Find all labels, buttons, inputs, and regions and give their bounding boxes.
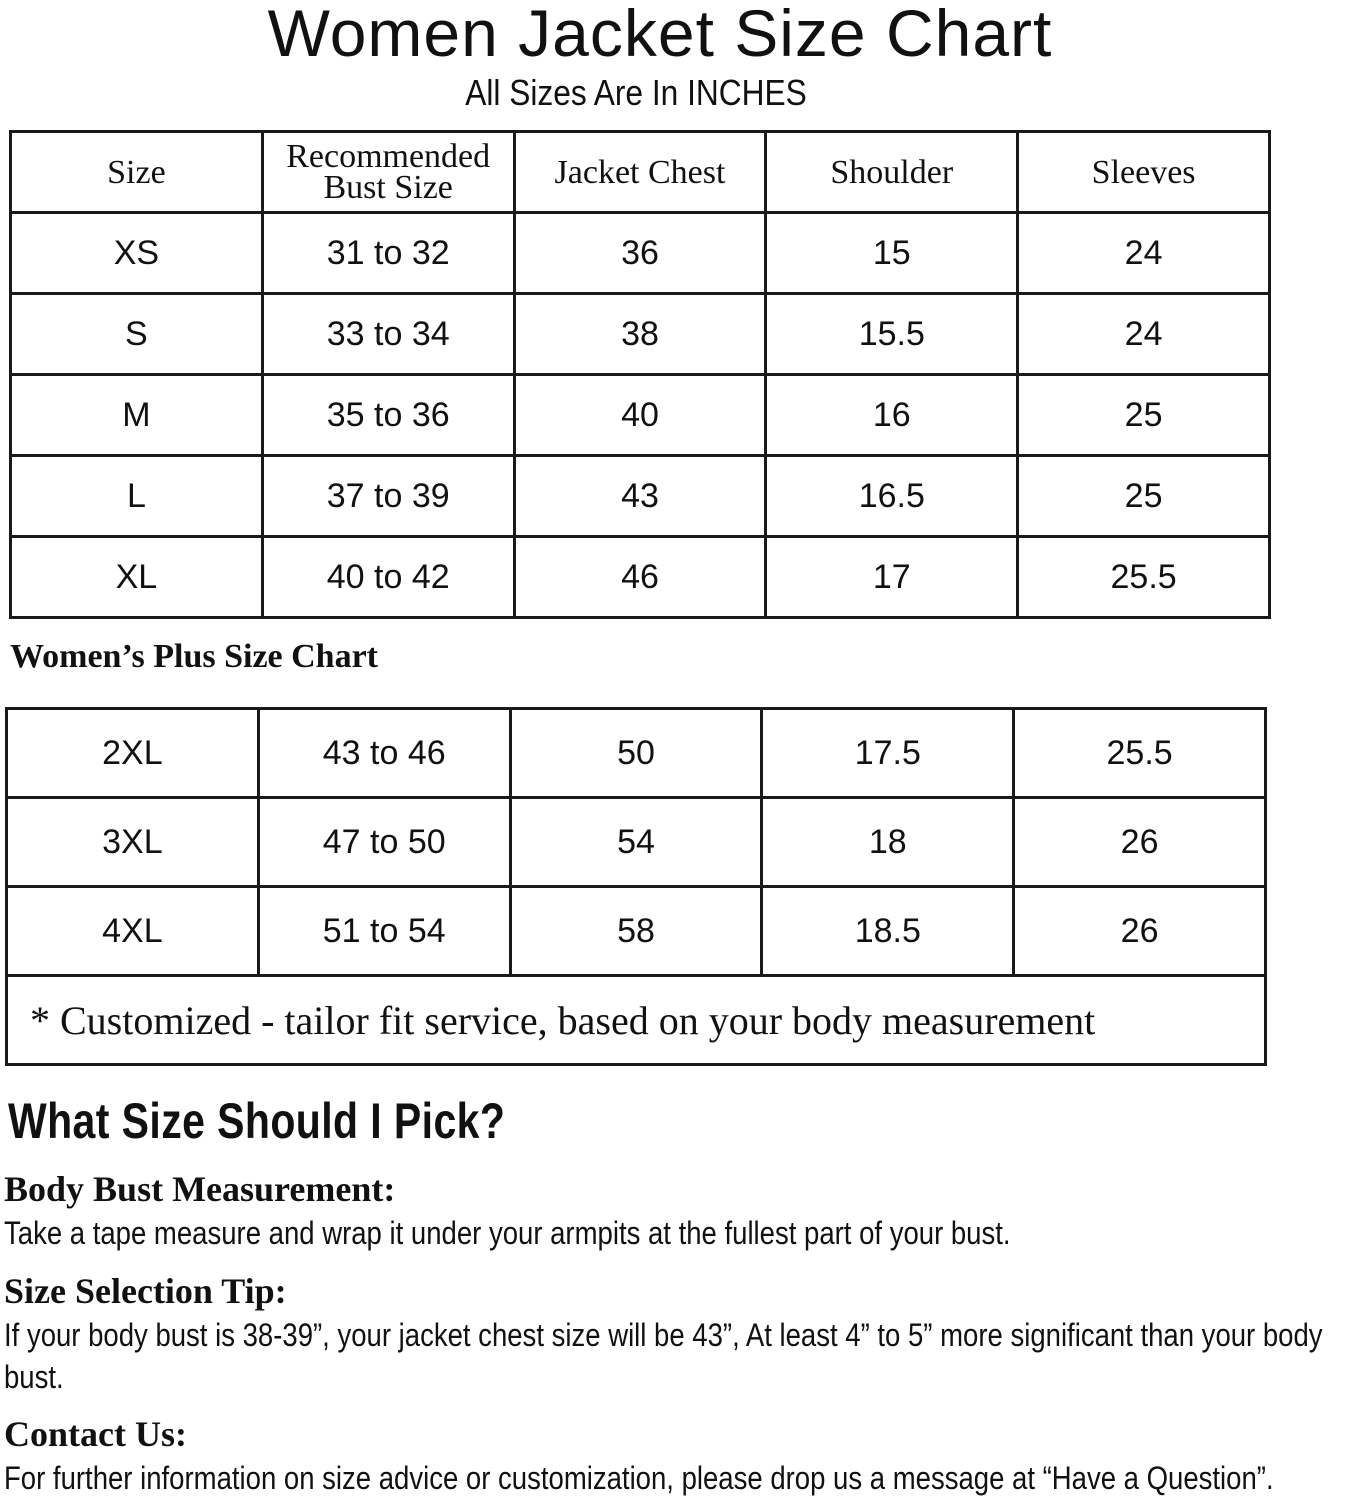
jacket-chest-cell: 50 — [510, 709, 762, 798]
size-cell: M — [11, 375, 263, 456]
table-row — [11, 456, 1270, 537]
page-subtitle: All Sizes Are In INCHES — [465, 72, 807, 113]
table-row — [7, 798, 1266, 887]
column-header-size: Size — [11, 132, 263, 213]
column-header-jacket-chest: Jacket Chest — [514, 132, 766, 213]
sleeves-cell: 26 — [1014, 798, 1266, 887]
jacket-chest-cell: 43 — [514, 456, 766, 537]
sleeves-cell: 24 — [1018, 294, 1270, 375]
shoulder-cell: 16 — [766, 375, 1018, 456]
table-row — [7, 887, 1266, 976]
bust-cell: 33 to 34 — [262, 294, 514, 375]
jacket-chest-cell: 38 — [514, 294, 766, 375]
standard-size-table — [9, 130, 1271, 619]
jacket-chest-cell: 40 — [514, 375, 766, 456]
section-heading: Size Selection Tip: — [4, 1271, 287, 1311]
shoulder-cell: 18.5 — [762, 887, 1014, 976]
section-heading: Contact Us: — [4, 1414, 187, 1454]
jacket-chest-cell: 36 — [514, 213, 766, 294]
size-cell: 3XL — [7, 798, 259, 887]
jacket-chest-cell: 54 — [510, 798, 762, 887]
section-text: For further information on size advice or customization, please drop us a message at “Have a Question”. — [4, 1460, 1274, 1496]
bust-cell: 40 to 42 — [262, 537, 514, 618]
column-header-shoulder: Shoulder — [766, 132, 1018, 213]
size-guide-title: What Size Should I Pick? — [8, 1093, 506, 1149]
section-heading: Body Bust Measurement: — [4, 1169, 396, 1209]
note-row — [7, 976, 1266, 1065]
section-text: If your body bust is 38-39”, your jacket chest size will be 43”, At least 4” to 5” more significant than your body bust. — [4, 1317, 1323, 1395]
size-cell: 2XL — [7, 709, 259, 798]
size-cell: S — [11, 294, 263, 375]
plus-size-title: Women’s Plus Size Chart — [10, 638, 379, 675]
size-cell: XS — [11, 213, 263, 294]
table-row — [11, 375, 1270, 456]
table-header-row — [11, 132, 1270, 213]
size-cell: XL — [11, 537, 263, 618]
shoulder-cell: 16.5 — [766, 456, 1018, 537]
jacket-chest-cell: 58 — [510, 887, 762, 976]
sleeves-cell: 25.5 — [1018, 537, 1270, 618]
section-text: Take a tape measure and wrap it under your armpits at the fullest part of your bust. — [4, 1215, 1011, 1251]
shoulder-cell: 17.5 — [762, 709, 1014, 798]
bust-cell: 43 to 46 — [258, 709, 510, 798]
shoulder-cell: 18 — [762, 798, 1014, 887]
bust-cell: 37 to 39 — [262, 456, 514, 537]
table-row — [11, 294, 1270, 375]
shoulder-cell: 15 — [766, 213, 1018, 294]
sleeves-cell: 25.5 — [1014, 709, 1266, 798]
shoulder-cell: 15.5 — [766, 294, 1018, 375]
size-cell: L — [11, 456, 263, 537]
page-title: Women Jacket Size Chart — [267, 0, 1053, 70]
size-cell: 4XL — [7, 887, 259, 976]
bust-cell: 51 to 54 — [258, 887, 510, 976]
bust-cell: 35 to 36 — [262, 375, 514, 456]
sleeves-cell: 25 — [1018, 456, 1270, 537]
bust-cell: 31 to 32 — [262, 213, 514, 294]
custom-fit-note: * Customized - tailor fit service, based on your body measurement — [7, 976, 1266, 1065]
sleeves-cell: 24 — [1018, 213, 1270, 294]
bust-cell: 47 to 50 — [258, 798, 510, 887]
sleeves-cell: 26 — [1014, 887, 1266, 976]
column-header-bust: Recommended Bust Size — [262, 132, 514, 213]
sleeves-cell: 25 — [1018, 375, 1270, 456]
table-row — [11, 213, 1270, 294]
table-row — [7, 709, 1266, 798]
plus-size-table — [5, 707, 1267, 1066]
jacket-chest-cell: 46 — [514, 537, 766, 618]
column-header-sleeves: Sleeves — [1018, 132, 1270, 213]
shoulder-cell: 17 — [766, 537, 1018, 618]
table-row — [11, 537, 1270, 618]
